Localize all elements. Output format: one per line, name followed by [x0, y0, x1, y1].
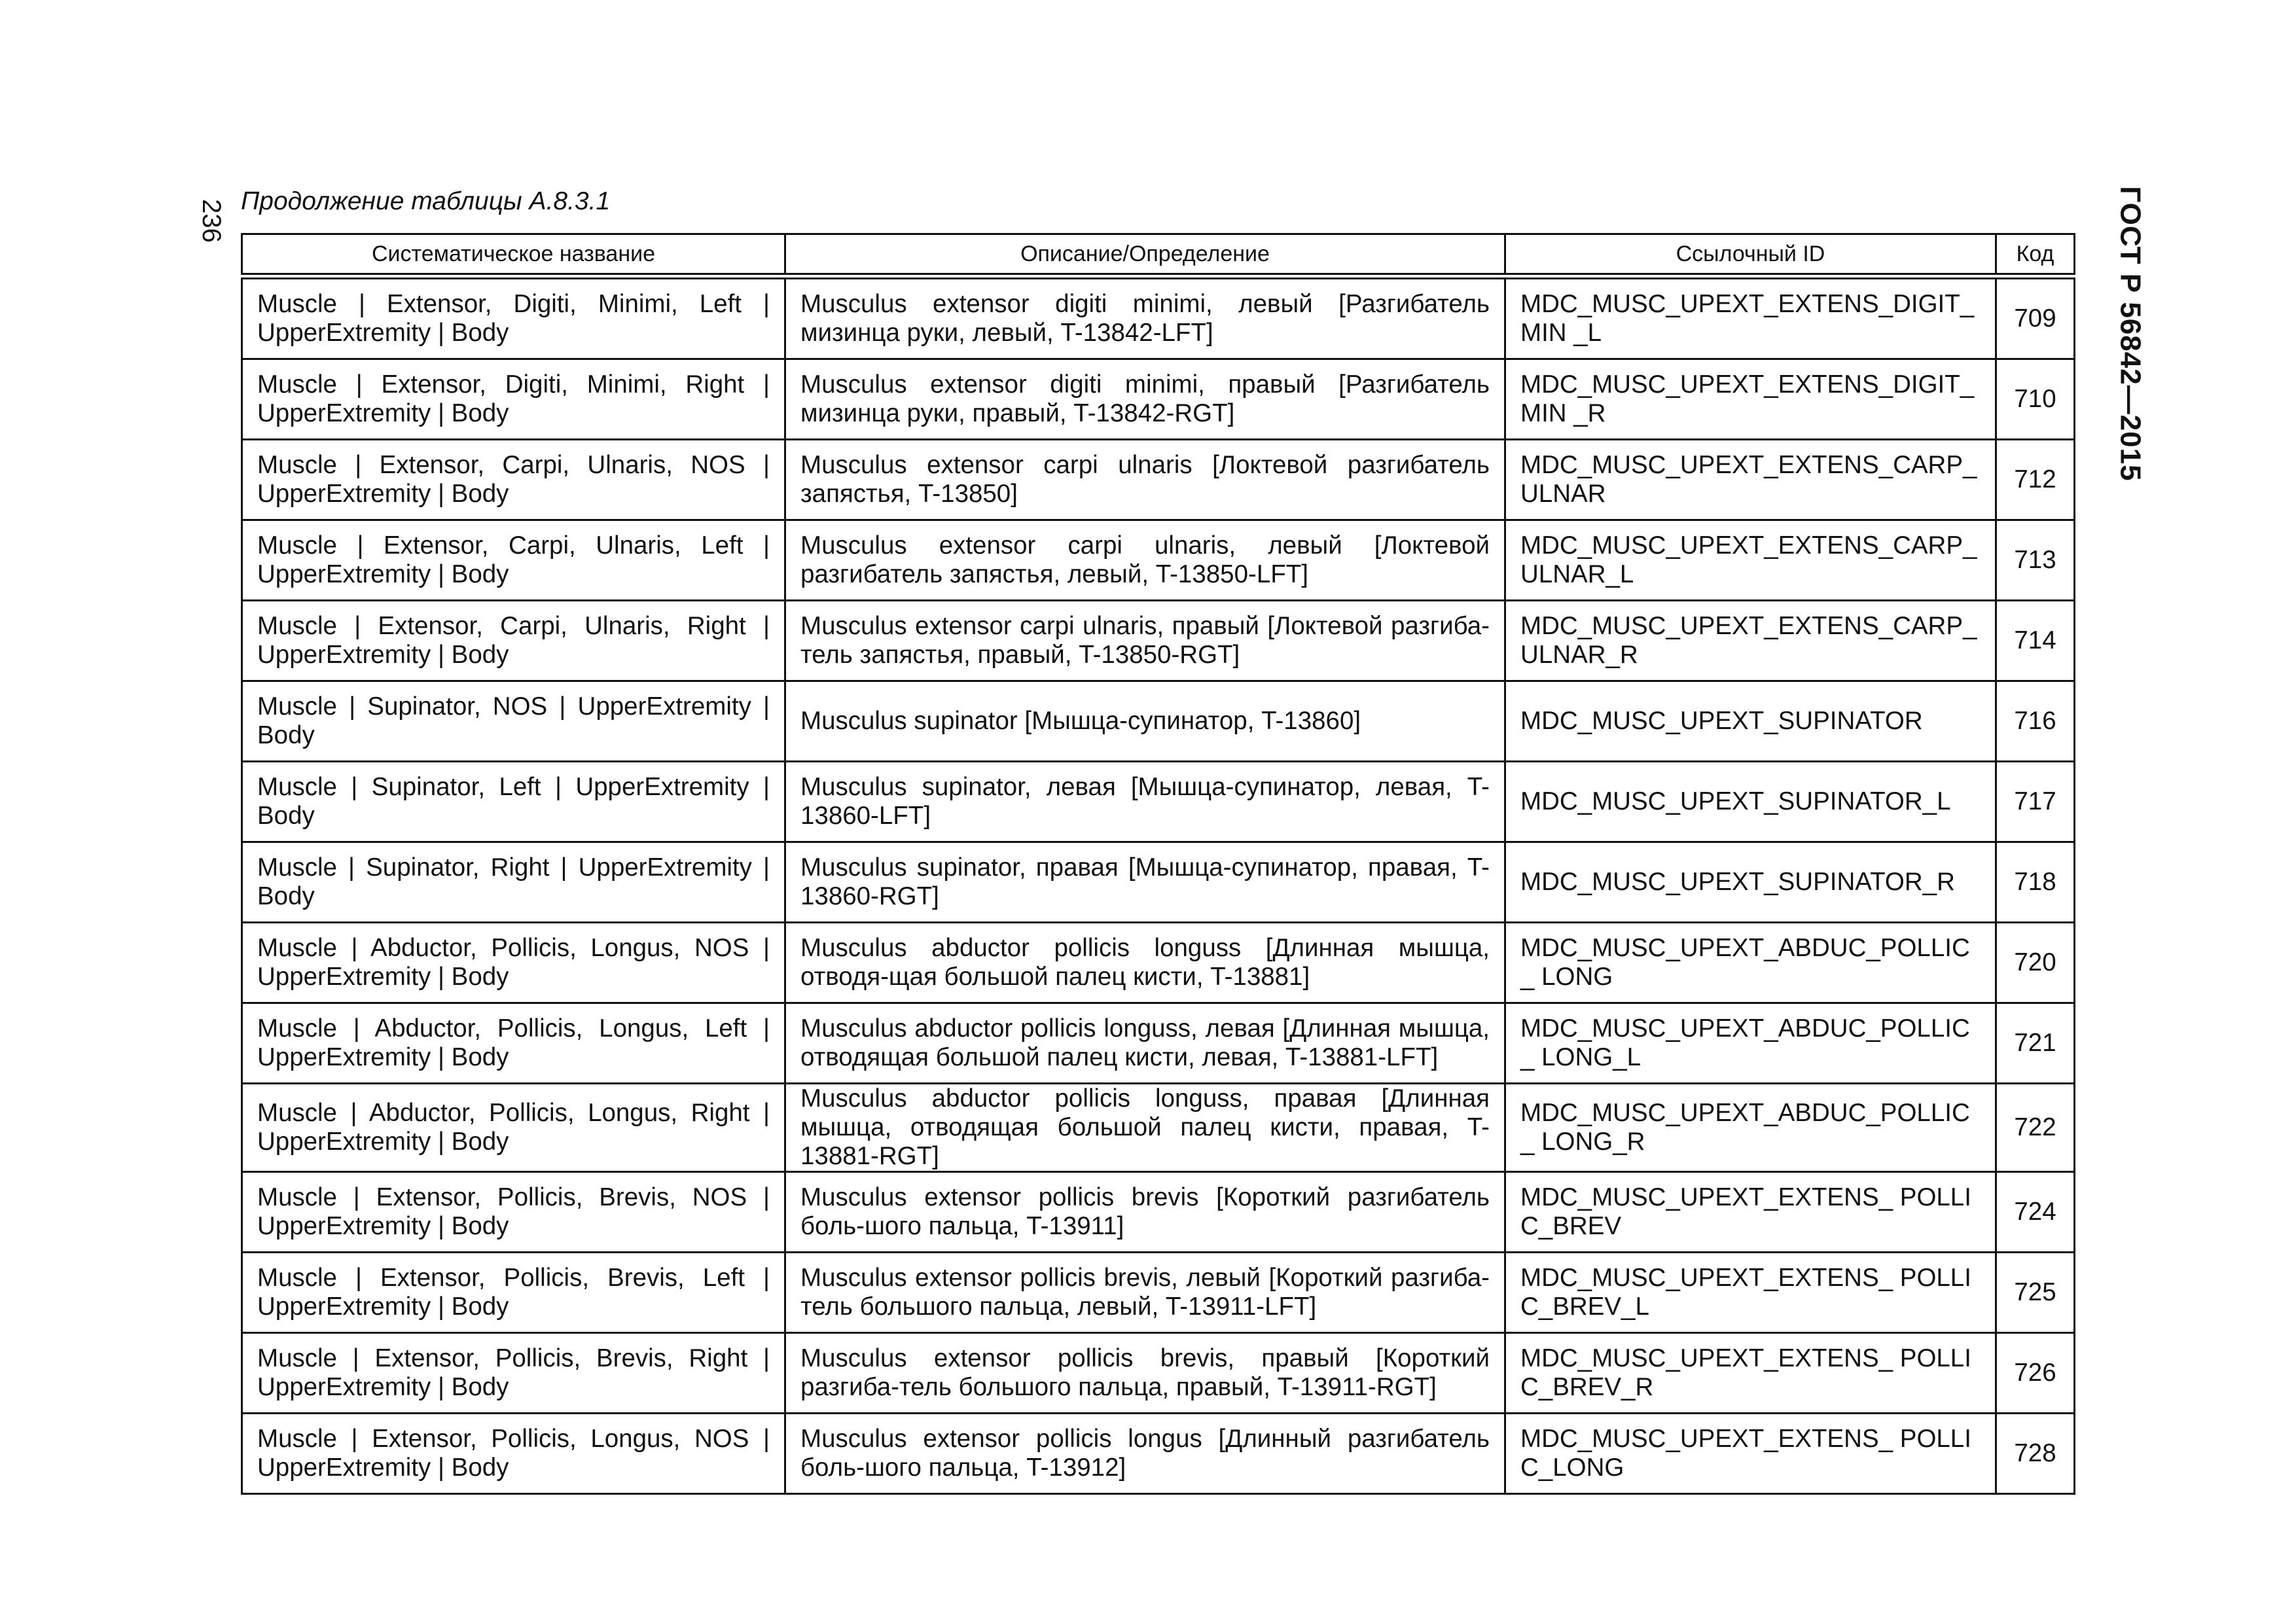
systematic-name-cell: Muscle | Abductor, Pollicis, Longus, Right | UpperExtremity | Body — [242, 1084, 785, 1172]
code-cell: 726 — [1996, 1333, 2075, 1414]
table-row — [242, 601, 2075, 681]
table-row — [242, 1333, 2075, 1414]
systematic-name-cell: Muscle | Extensor, Carpi, Ulnaris, Left | UpperExtremity | Body — [242, 520, 785, 601]
reference-id-cell: MDC_MUSC_UPEXT_ABDUC_POLLIC_ LONG_L — [1505, 1003, 1996, 1084]
code-cell: 716 — [1996, 681, 2075, 762]
description-cell: Musculus abductor pollicis longuss, правая [Длинная мышца, отводящая большой палец кисти, правая, T-13881-RGT] — [785, 1084, 1505, 1172]
reference-id-cell: MDC_MUSC_UPEXT_EXTENS_CARP_ ULNAR — [1505, 440, 1996, 520]
systematic-name-cell: Muscle | Extensor, Digiti, Minimi, Right | UpperExtremity | Body — [242, 359, 785, 440]
reference-id-cell: MDC_MUSC_UPEXT_EXTENS_ POLLIC_BREV_L — [1505, 1253, 1996, 1333]
reference-id-cell: MDC_MUSC_UPEXT_EXTENS_DIGIT_ MIN _R — [1505, 359, 1996, 440]
table-row — [242, 923, 2075, 1003]
table-row — [242, 1003, 2075, 1084]
code-cell: 724 — [1996, 1172, 2075, 1253]
systematic-name-cell: Muscle | Supinator, NOS | UpperExtremity | Body — [242, 681, 785, 762]
code-cell: 725 — [1996, 1253, 2075, 1333]
code-cell: 709 — [1996, 276, 2075, 359]
description-cell: Musculus extensor pollicis brevis [Короткий разгибатель боль-шого пальца, T-13911] — [785, 1172, 1505, 1253]
page-number — [196, 191, 225, 250]
description-cell: Musculus extensor carpi ulnaris, правый [Локтевой разгиба-тель запястья, правый, T-13850-RGT] — [785, 601, 1505, 681]
code-cell: 713 — [1996, 520, 2075, 601]
code-cell: 722 — [1996, 1084, 2075, 1172]
table-row — [242, 359, 2075, 440]
page-number-text: 236 — [196, 198, 226, 243]
systematic-name-cell: Muscle | Extensor, Pollicis, Brevis, Right | UpperExtremity | Body — [242, 1333, 785, 1414]
header-description: Описание/Определение — [785, 234, 1505, 277]
code-cell: 712 — [1996, 440, 2075, 520]
description-cell: Musculus extensor pollicis brevis, левый [Короткий разгиба-тель большого пальца, левый, T-13911-LFT] — [785, 1253, 1505, 1333]
reference-id-cell: MDC_MUSC_UPEXT_EXTENS_ POLLIC_BREV — [1505, 1172, 1996, 1253]
reference-id-cell: MDC_MUSC_UPEXT_SUPINATOR_R — [1505, 842, 1996, 923]
reference-id-cell: MDC_MUSC_UPEXT_EXTENS_CARP_ ULNAR_R — [1505, 601, 1996, 681]
header-code: Код — [1996, 234, 2075, 277]
systematic-name-cell: Muscle | Extensor, Digiti, Minimi, Left | UpperExtremity | Body — [242, 276, 785, 359]
reference-id-cell: MDC_MUSC_UPEXT_SUPINATOR_L — [1505, 762, 1996, 842]
description-cell: Musculus extensor carpi ulnaris [Локтевой разгибатель запястья, T-13850] — [785, 440, 1505, 520]
table-row — [242, 1084, 2075, 1172]
systematic-name-cell: Muscle | Supinator, Left | UpperExtremity | Body — [242, 762, 785, 842]
table-caption: Продолжение таблицы А.8.3.1 — [241, 187, 611, 215]
table-header — [242, 234, 2075, 277]
code-cell: 714 — [1996, 601, 2075, 681]
code-cell: 721 — [1996, 1003, 2075, 1084]
table-row — [242, 842, 2075, 923]
table-row — [242, 440, 2075, 520]
table-row — [242, 276, 2075, 359]
description-cell: Musculus supinator [Мышца-супинатор, T-13860] — [785, 681, 1505, 762]
table-row — [242, 1172, 2075, 1253]
reference-id-cell: MDC_MUSC_UPEXT_ABDUC_POLLIC_ LONG — [1505, 923, 1996, 1003]
standard-identifier-text: ГОСТ Р 56842—2015 — [2115, 186, 2147, 482]
code-cell: 717 — [1996, 762, 2075, 842]
standard-identifier — [2108, 186, 2153, 482]
header-row — [242, 234, 2075, 277]
table-row — [242, 1414, 2075, 1494]
header-systematic-name: Систематическое название — [242, 234, 785, 277]
table-body — [242, 276, 2075, 1494]
table-row — [242, 1253, 2075, 1333]
code-cell: 710 — [1996, 359, 2075, 440]
description-cell: Musculus supinator, левая [Мышца-супинатор, левая, T-13860-LFT] — [785, 762, 1505, 842]
code-cell: 728 — [1996, 1414, 2075, 1494]
table-row — [242, 520, 2075, 601]
systematic-name-cell: Muscle | Extensor, Pollicis, Brevis, Left | UpperExtremity | Body — [242, 1253, 785, 1333]
systematic-name-cell: Muscle | Supinator, Right | UpperExtremity | Body — [242, 842, 785, 923]
reference-id-cell: MDC_MUSC_UPEXT_SUPINATOR — [1505, 681, 1996, 762]
code-cell: 718 — [1996, 842, 2075, 923]
description-cell: Musculus abductor pollicis longuss [Длинная мышца, отводя-щая большой палец кисти, T-13881] — [785, 923, 1505, 1003]
systematic-name-cell: Muscle | Abductor, Pollicis, Longus, Left | UpperExtremity | Body — [242, 1003, 785, 1084]
description-cell: Musculus extensor pollicis brevis, правый [Короткий разгиба-тель большого пальца, правый, T-13911-RGT] — [785, 1333, 1505, 1414]
description-cell: Musculus extensor digiti minimi, правый [Разгибатель мизинца руки, правый, T-13842-RGT] — [785, 359, 1505, 440]
systematic-name-cell: Muscle | Extensor, Pollicis, Brevis, NOS | UpperExtremity | Body — [242, 1172, 785, 1253]
reference-id-cell: MDC_MUSC_UPEXT_EXTENS_CARP_ ULNAR_L — [1505, 520, 1996, 601]
description-cell: Musculus extensor digiti minimi, левый [Разгибатель мизинца руки, левый, T-13842-LFT] — [785, 276, 1505, 359]
description-cell: Musculus abductor pollicis longuss, левая [Длинная мышца, отводящая большой палец кисти, левая, T-13881-LFT] — [785, 1003, 1505, 1084]
reference-id-cell: MDC_MUSC_UPEXT_EXTENS_ POLLIC_LONG — [1505, 1414, 1996, 1494]
table-row — [242, 681, 2075, 762]
systematic-name-cell: Muscle | Extensor, Carpi, Ulnaris, Right | UpperExtremity | Body — [242, 601, 785, 681]
reference-table — [241, 233, 2075, 1495]
reference-id-cell: MDC_MUSC_UPEXT_ABDUC_POLLIC_ LONG_R — [1505, 1084, 1996, 1172]
header-reference-id: Ссылочный ID — [1505, 234, 1996, 277]
description-cell: Musculus extensor pollicis longus [Длинный разгибатель боль-шого пальца, T-13912] — [785, 1414, 1505, 1494]
systematic-name-cell: Muscle | Extensor, Pollicis, Longus, NOS | UpperExtremity | Body — [242, 1414, 785, 1494]
code-cell: 720 — [1996, 923, 2075, 1003]
systematic-name-cell: Muscle | Extensor, Carpi, Ulnaris, NOS | UpperExtremity | Body — [242, 440, 785, 520]
reference-id-cell: MDC_MUSC_UPEXT_EXTENS_DIGIT_ MIN _L — [1505, 276, 1996, 359]
table-row — [242, 762, 2075, 842]
description-cell: Musculus supinator, правая [Мышца-супинатор, правая, T-13860-RGT] — [785, 842, 1505, 923]
systematic-name-cell: Muscle | Abductor, Pollicis, Longus, NOS | UpperExtremity | Body — [242, 923, 785, 1003]
description-cell: Musculus extensor carpi ulnaris, левый [Локтевой разгибатель запястья, левый, T-13850-LFT] — [785, 520, 1505, 601]
reference-id-cell: MDC_MUSC_UPEXT_EXTENS_ POLLIC_BREV_R — [1505, 1333, 1996, 1414]
